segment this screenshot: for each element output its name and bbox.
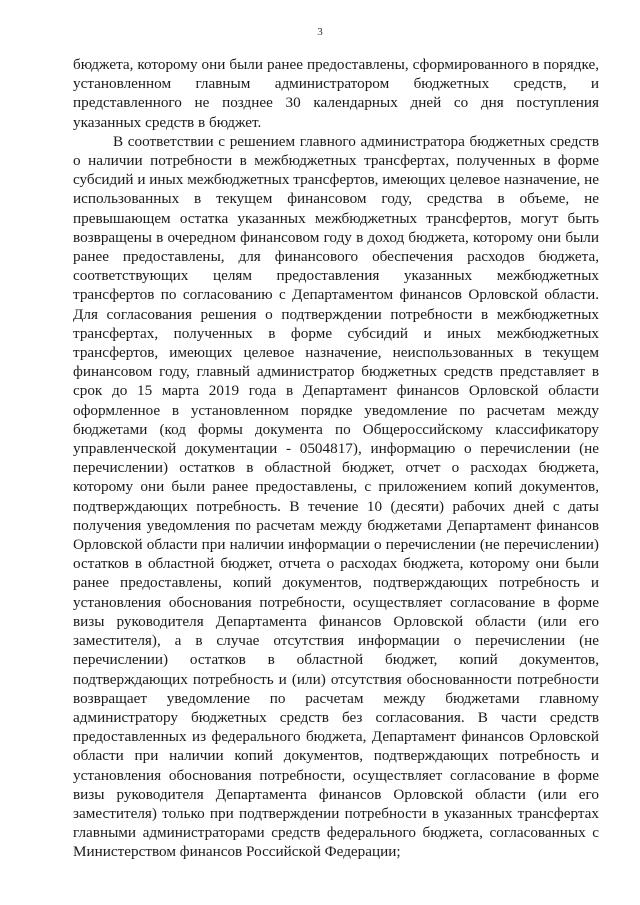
paragraph-continuation: бюджета, которому они были ранее предоставлены, сформированного в порядке, установленном главным администратором бюджетных средств, и представленного не позднее 30 календарных дней со дня поступления указанных средств в бюджет. [73, 56, 599, 131]
paragraph-budget-return-procedure: В соответствии с решением главного администратора бюджетных средств о наличии потребности в межбюджетных трансфертах, полученных в форме субсидий и иных межбюджетных трансфертов, имеющих целевое назначение, не использованных в текущем финансовом году, средства в объеме, не превышающем остатка указанных межбюджетных трансфертов, могут быть возвращены в очередном финансовом году в доход бюджета, которому они были ранее предоставлены, для финансового обеспечения расходов бюджета, соответствующих целям предоставления указанных межбюджетных трансфертов по согласованию с Департаментом финансов Орловской области. Для согласования решения о подтверждении потребности в межбюджетных трансфертах, полученных в форме субсидий и иных межбюджетных трансфертов, имеющих целевое назначение, неиспользованных в текущем финансовом году, главный администратор бюджетных средств представляет в срок до 15 марта 2019 года в Департамент финансов Орловской области оформленное в установленном порядке уведомление по расчетам между бюджетами (код формы документа по Общероссийскому классификатору управленческой документации - 0504817), информацию о перечислении (не перечислении) остатков в областной бюджет, отчет о расходах бюджета, которому они были ранее предоставлены, с приложением копий документов, подтверждающих потребность. В течение 10 (десяти) рабочих дней с даты получения уведомления по расчетам между бюджетами Департамент финансов Орловской области при наличии информации о перечислении (не перечислении) остатков в областной бюджет, отчета о расходах бюджета, которому они были ранее предоставлены, копий документов, подтверждающих потребность и установления обоснования потребности, осуществляет согласование в форме визы руководителя Департамента финансов Орловской области (или его заместителя), а в случае отсутствия информации о перечислении (не перечислении) остатков в областной бюджет, копий документов, подтверждающих потребность и (или) отсутствия обоснованности потребности возвращает уведомление по расчетам между бюджетами главному администратору бюджетных средств без согласования. В части средств предоставленных из федерального бюджета, Департамент финансов Орловской области при наличии копий документов, подтверждающих потребность и установления обоснования потребности, осуществляет согласование в форме визы руководителя Департамента финансов Орловской области (или его заместителя) только при подтверждении потребности в указанных трансфертах главными администраторами средств федерального бюджета, согласованных с Министерством финансов Российской Федерации; [73, 132, 599, 861]
document-body [73, 55, 599, 862]
page-number: 3 [317, 26, 323, 38]
